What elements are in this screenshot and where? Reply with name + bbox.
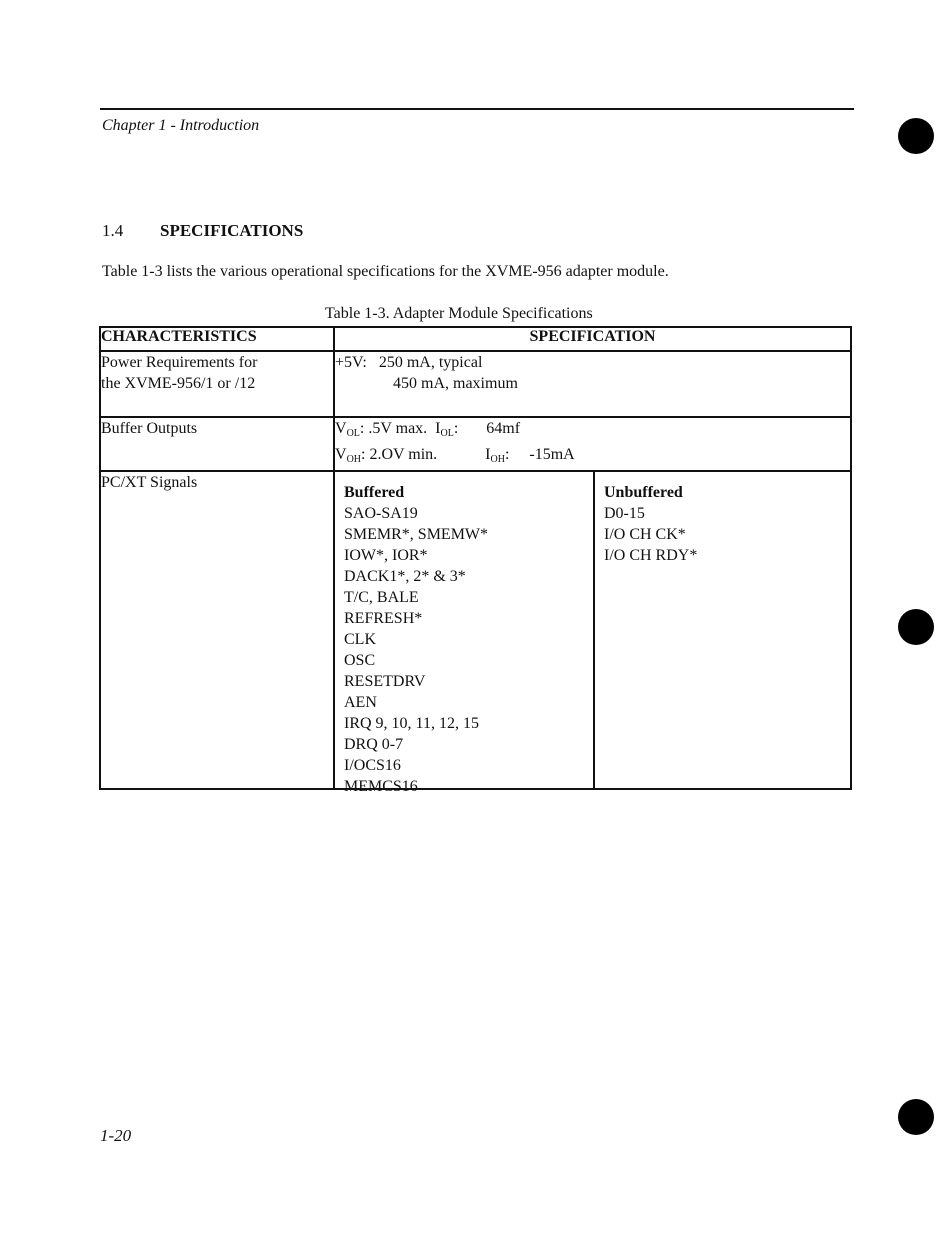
- iol-subscript: OL: [440, 428, 454, 439]
- page-number: 1-20: [100, 1126, 132, 1145]
- ioh-colon: :: [504, 446, 510, 463]
- list-item: IRQ 9, 10, 11, 12, 15: [344, 715, 479, 732]
- power-voltage: +5V:: [335, 354, 367, 371]
- list-item: IOW*, IOR*: [344, 547, 428, 564]
- ioh-subscript: OH: [490, 454, 505, 465]
- voh-value: : 2.OV min.: [361, 446, 438, 463]
- voh-symbol: V: [335, 446, 347, 463]
- list-item: D0-15: [604, 505, 645, 522]
- ioh-symbol: I: [485, 446, 491, 463]
- buffered-list: [344, 503, 584, 797]
- binder-hole-top: [898, 118, 934, 154]
- intro-paragraph: Table 1-3 lists the various operational specifications for the XVME-956 adapter module.: [102, 263, 669, 280]
- vol-value: : .5V max.: [359, 420, 428, 437]
- power-label-line2: the XVME-956/1 or /12: [101, 375, 256, 392]
- unbuffered-title: Unbuffered: [604, 484, 683, 501]
- buffer-label-cell: [100, 417, 334, 471]
- buffer-spec-cell: [334, 417, 851, 471]
- header-specification: SPECIFICATION: [334, 327, 851, 351]
- pcxt-spec-cell: [334, 471, 851, 795]
- list-item: MEMCS16: [344, 778, 418, 795]
- buffer-voh-line: [335, 444, 850, 470]
- table-caption: Table 1-3. Adapter Module Specifications: [325, 305, 593, 322]
- list-item: T/C, BALE: [344, 589, 419, 606]
- list-item: RESETDRV: [344, 673, 426, 690]
- header-rule: [100, 108, 854, 110]
- vol-symbol: V: [335, 420, 347, 437]
- list-item: DACK1*, 2* & 3*: [344, 568, 466, 585]
- binder-hole-bottom: [898, 1099, 934, 1135]
- power-spec-line1: [335, 352, 850, 373]
- list-item: CLK: [344, 631, 376, 648]
- list-item: REFRESH*: [344, 610, 423, 627]
- voh-subscript: OH: [346, 454, 362, 465]
- power-spec-cell: [334, 351, 851, 417]
- power-maximum: 450 mA, maximum: [393, 375, 518, 392]
- pcxt-label: PC/XT Signals: [101, 474, 198, 491]
- pcxt-label-cell: [100, 471, 334, 789]
- section-title: SPECIFICATIONS: [160, 221, 304, 240]
- power-label-line1: Power Requirements for: [101, 354, 258, 371]
- table-row-power: [100, 351, 851, 417]
- section-number: 1.4: [102, 221, 124, 240]
- list-item: AEN: [344, 694, 377, 711]
- signal-columns: [335, 472, 850, 795]
- list-item: SAO-SA19: [344, 505, 418, 522]
- power-label-cell: [100, 351, 334, 417]
- list-item: I/OCS16: [344, 757, 401, 774]
- iol-value: 64mf: [486, 420, 521, 437]
- ioh-value: -15mA: [529, 446, 575, 463]
- list-item: I/O CH CK*: [604, 526, 686, 543]
- table-header-row: [100, 327, 851, 351]
- header-characteristics: CHARACTERISTICS: [100, 327, 334, 351]
- iol-colon: :: [453, 420, 459, 437]
- list-item: I/O CH RDY*: [604, 547, 698, 564]
- specifications-table: [99, 326, 852, 795]
- chapter-header: Chapter 1 - Introduction: [102, 117, 260, 134]
- vol-subscript: OL: [346, 428, 360, 439]
- power-typical: 250 mA, typical: [378, 354, 483, 371]
- list-item: DRQ 0-7: [344, 736, 404, 753]
- unbuffered-list: [604, 503, 697, 566]
- list-item: SMEMR*, SMEMW*: [344, 526, 489, 543]
- buffered-signals-column: [335, 472, 595, 795]
- iol-symbol: I: [435, 420, 441, 437]
- buffered-title: Buffered: [344, 484, 405, 501]
- binder-hole-middle: [898, 609, 934, 645]
- buffer-vol-line: [335, 418, 850, 444]
- list-item: OSC: [344, 652, 376, 669]
- table-row-buffer: [100, 417, 851, 471]
- table-row-pcxt: [100, 471, 851, 789]
- buffer-label: Buffer Outputs: [101, 420, 198, 437]
- unbuffered-signals-column: [595, 472, 706, 788]
